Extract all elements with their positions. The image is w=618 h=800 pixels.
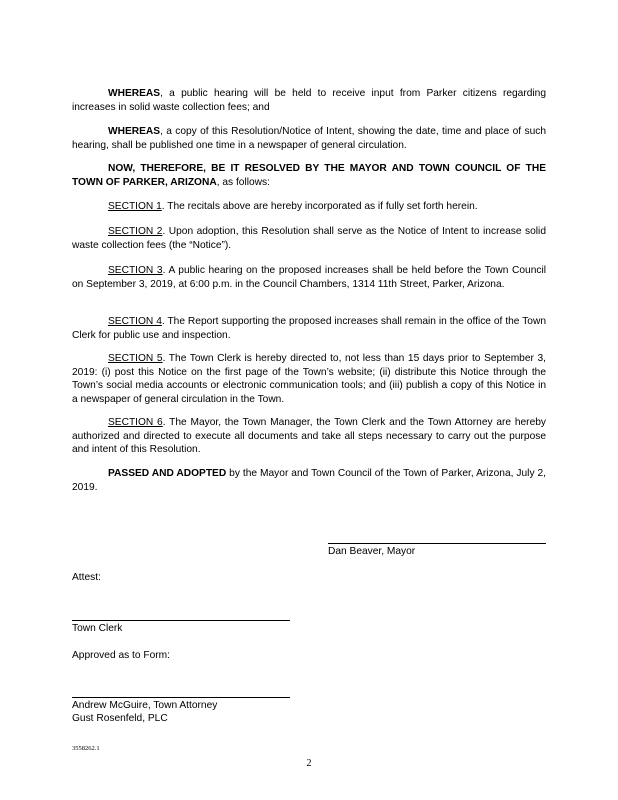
document-id: 3558262.1 — [72, 745, 100, 752]
section-text: . The Report supporting the proposed increases shall remain in the office of the Town Clerk for public use and inspection. — [72, 316, 546, 341]
section-text: . A public hearing on the proposed increases shall be held before the Town Council on September 3, 2019, at 6:00 p.m. in the Council Chambers, 1314 11th Street, Parker, Arizona. — [72, 265, 546, 290]
passed-lead: PASSED AND ADOPTED — [108, 468, 227, 479]
section-label: SECTION 1 — [108, 201, 162, 212]
section-4-paragraph — [72, 315, 546, 342]
section-text: . The Town Clerk is hereby directed to, not less than 15 days prior to September 3, 2019: (i) post this Notice on the first page of the Town’s website; (ii) distribute this Notice through the Town’s social media accounts or electronic communication tools; and (iii) publish a copy of this Notice in a newspaper of general circulation in the Town. — [72, 353, 546, 405]
section-6-paragraph — [72, 416, 546, 457]
section-1-paragraph — [72, 200, 546, 214]
clerk-title: Town Clerk — [72, 623, 123, 634]
section-2-paragraph — [72, 225, 546, 252]
section-label: SECTION 3 — [108, 265, 163, 276]
section-5-paragraph — [72, 352, 546, 406]
passed-adopted-paragraph — [72, 467, 546, 494]
section-text: . The Mayor, the Town Manager, the Town Clerk and the Town Attorney are hereby authorized and directed to execute all documents and take all steps necessary to carry out the purpose and intent of this Resolution. — [72, 417, 546, 456]
resolved-text: , as follows: — [216, 176, 270, 188]
whereas-paragraph-2 — [72, 125, 546, 152]
passed-text: by the Mayor and Town Council of the Town of Parker, Arizona, July 2, 2019. — [72, 468, 546, 493]
whereas-lead: WHEREAS — [108, 88, 161, 99]
whereas-text: , a copy of this Resolution/Notice of Intent, showing the date, time and place of such hearing, shall be published one time in a newspaper of general circulation. — [72, 126, 546, 151]
mayor-signature-line — [328, 543, 546, 544]
resolved-paragraph — [72, 162, 546, 189]
section-label: SECTION 4 — [108, 316, 162, 327]
resolved-lead: NOW, THEREFORE, BE IT RESOLVED BY THE MAYOR AND TOWN COUNCIL OF THE TOWN OF PARKER, ARIZONA — [72, 163, 546, 188]
section-text: . The recitals above are hereby incorporated as if fully set forth herein. — [161, 201, 478, 212]
whereas-text: , a public hearing will be held to receive input from Parker citizens regarding increases in solid waste collection fees; and — [72, 88, 546, 113]
section-label: SECTION 2 — [108, 226, 163, 237]
page-number: 2 — [306, 758, 312, 769]
section-text: . Upon adoption, this Resolution shall serve as the Notice of Intent to increase solid waste collection fees (the “Notice”). — [72, 226, 546, 251]
section-label: SECTION 5 — [108, 353, 163, 364]
mayor-name: Dan Beaver, Mayor — [328, 546, 416, 557]
whereas-lead: WHEREAS — [108, 126, 161, 137]
section-3-paragraph — [72, 264, 546, 291]
attorney-firm: Gust Rosenfeld, PLC — [72, 713, 168, 724]
attest-label: Attest: — [72, 572, 101, 583]
attorney-name: Andrew McGuire, Town Attorney — [72, 700, 218, 711]
section-label: SECTION 6 — [108, 417, 163, 428]
clerk-signature-line — [72, 620, 290, 621]
attorney-signature-line — [72, 697, 290, 698]
approved-as-to-form-label: Approved as to Form: — [72, 650, 170, 661]
whereas-paragraph-1 — [72, 87, 546, 114]
